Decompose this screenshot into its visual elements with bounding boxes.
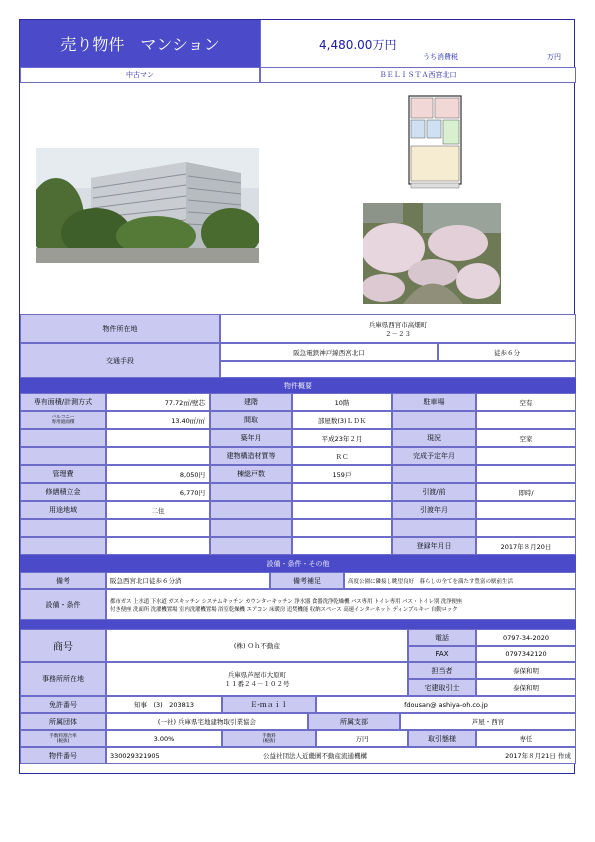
empty-label-r7c <box>392 519 476 537</box>
property-flyer <box>19 19 575 774</box>
empty-value-r8b <box>292 537 392 555</box>
zoning-label: 用途地域 <box>20 501 106 519</box>
fee-label: 手数料 (税抜) <box>222 730 316 747</box>
layout-value: 部屋数(3)ＬＤＫ <box>292 411 392 429</box>
remarks-supp-label: 備考補足 <box>270 572 344 589</box>
equipment-line-1: 都市ガス 上水道 下水道 ガスキッチン システムキッチン カウンターキッチン 浄水器 食器洗浄乾燥機 バス専用 トイレ専用 バス・トイレ別 洗浄便座 <box>110 598 463 605</box>
broker-value: 泰保和明 <box>476 679 576 696</box>
org-value: (一社) 兵庫県宅地建物取引業協会 <box>106 713 308 730</box>
balcony-value: 13.40㎡/㎡ <box>106 411 210 429</box>
mgmt-label: 管理費 <box>20 465 106 483</box>
category-banner <box>20 20 260 67</box>
mgmt-value: 8,050円 <box>106 465 210 483</box>
empty-label-r5b <box>210 483 292 501</box>
branch-value: 芦屋・西宮 <box>400 713 576 730</box>
area-label: 専有面積/計測方式 <box>20 393 106 411</box>
zoning-value: 二住 <box>106 501 210 519</box>
built-label: 築年月 <box>210 429 292 447</box>
location-value: 兵庫県西宮市高畑町 ２－２３ <box>220 314 576 343</box>
empty-value-r5b <box>292 483 392 501</box>
remarks-supp-value: 高度公園に隣接し眺望良好 暮らしの全てを満たす豊富の駅前生活 <box>344 572 576 589</box>
empty-value-r8a <box>106 537 210 555</box>
fee-rate-value: 3.00% <box>106 730 222 747</box>
email-value: fdousan@ ashiya-oh.co.jp <box>316 696 576 713</box>
tel-label: 電話 <box>408 629 476 646</box>
repair-label: 修繕積立金 <box>20 483 106 501</box>
tax-label: うち消費税 <box>423 53 458 61</box>
parking-value: 空有 <box>476 393 576 411</box>
fee-rate-label: 手数料割合率 (税抜) <box>20 730 106 747</box>
completion-value <box>476 447 576 465</box>
empty-value-r7c <box>476 519 576 537</box>
tax-unit: 万円 <box>547 53 561 61</box>
mode-label: 取引態様 <box>408 730 476 747</box>
trade-value: (株) Ｏｈ不動産 <box>106 629 408 662</box>
transport-label: 交通手段 <box>20 343 220 378</box>
status-label: 現況 <box>392 429 476 447</box>
equipment-line-2: 付き便座 洗面所 洗濯機置場 室内洗濯機置場 浴室乾燥機 エアコン 床暖房 追焚機能 収納スペース 高速インターネット ディンプルキー 自動ロック <box>110 606 458 613</box>
equipment-value <box>106 589 576 620</box>
built-value: 平成23年２月 <box>292 429 392 447</box>
registered-value: 2017年８月20日 <box>476 537 576 555</box>
photo-area <box>20 83 576 333</box>
empty-value-r1 <box>476 411 576 429</box>
layout-label: 間取 <box>210 411 292 429</box>
office-label: 事務所所在地 <box>20 662 106 696</box>
empty-value-r2a <box>106 429 210 447</box>
office-value: 兵庫県芦屋市大原町 １１番２４－１０２号 <box>106 662 408 696</box>
overview-title: 物件概要 <box>20 378 576 393</box>
company-band <box>20 620 576 629</box>
property-type: 中古マン <box>20 67 260 83</box>
empty-label-r8a <box>20 537 106 555</box>
empty-value-r7a <box>106 519 210 537</box>
license-value: 知事 (3) 203813 <box>106 696 222 713</box>
transport-line: 阪急電鉄神戸線西宮北口 <box>220 343 438 361</box>
equipment-label: 設備・条件 <box>20 589 106 620</box>
floor-value: 10階 <box>292 393 392 411</box>
trade-label: 商号 <box>20 629 106 662</box>
transport-walk: 徒歩６分 <box>438 343 576 361</box>
units-label: 棟総戸数 <box>210 465 292 483</box>
price-value: 4,480.00万円 <box>319 38 397 52</box>
property-name: ＢＥＬＩＳＴＡ西宮北口 <box>260 67 576 83</box>
empty-label-r7a <box>20 519 106 537</box>
issuer: 公益社団法人近畿圏不動産流通機構 <box>222 747 408 764</box>
fax-value: 0797342120 <box>476 646 576 662</box>
price-box <box>260 20 576 67</box>
facilities-title: 設備・条件・その他 <box>20 555 576 572</box>
structure-value: ＲＣ <box>292 447 392 465</box>
balcony-label: バルコニー 専用庭面積 <box>20 411 106 429</box>
person-label: 担当者 <box>408 662 476 679</box>
location-label: 物件所在地 <box>20 314 220 343</box>
area-value: 77.72㎡/壁芯 <box>106 393 210 411</box>
floor-plan-image <box>403 91 467 191</box>
empty-value-r4 <box>476 465 576 483</box>
created-date: 2017年８月21日 作成 <box>408 747 576 764</box>
empty-label-r4 <box>392 465 476 483</box>
broker-label: 宅建取引士 <box>408 679 476 696</box>
number-value: 330029321905 <box>106 747 222 764</box>
units-value: 159戸 <box>292 465 392 483</box>
empty-label-r7b <box>210 519 292 537</box>
status-value: 空家 <box>476 429 576 447</box>
empty-label-r6b <box>210 501 292 519</box>
number-label: 物件番号 <box>20 747 106 764</box>
mode-value: 専任 <box>476 730 576 747</box>
floor-label: 建階 <box>210 393 292 411</box>
fax-label: FAX <box>408 646 476 662</box>
repair-value: 6,770円 <box>106 483 210 501</box>
empty-label-r3a <box>20 447 106 465</box>
building-photo <box>36 148 259 263</box>
handover-label: 引渡/前 <box>392 483 476 501</box>
handover-value: 即時/ <box>476 483 576 501</box>
tel-value: 0797-34-2020 <box>476 629 576 646</box>
remarks-label: 備考 <box>20 572 106 589</box>
handover-date-label: 引渡年月 <box>392 501 476 519</box>
parking-label: 駐車場 <box>392 393 476 411</box>
empty-value-r7b <box>292 519 392 537</box>
remarks-value: 阪急西宮北口徒歩６分済 <box>106 572 270 589</box>
person-value: 泰保和明 <box>476 662 576 679</box>
org-label: 所属団体 <box>20 713 106 730</box>
handover-date-value <box>476 501 576 519</box>
email-label: Ｅ-ｍａｉｌ <box>222 696 316 713</box>
license-label: 免許番号 <box>20 696 106 713</box>
category-title: 売り物件 マンション <box>60 35 220 54</box>
fee-value: 万円 <box>316 730 408 747</box>
garden-photo <box>363 203 501 304</box>
completion-label: 完成予定年月 <box>392 447 476 465</box>
registered-label: 登録年月日 <box>392 537 476 555</box>
empty-label-r1 <box>392 411 476 429</box>
empty-value-r3a <box>106 447 210 465</box>
branch-label: 所属支部 <box>308 713 400 730</box>
empty-label-r8b <box>210 537 292 555</box>
empty-value-r6b <box>292 501 392 519</box>
structure-label: 建物構造材質等 <box>210 447 292 465</box>
transport-line-2 <box>220 361 576 378</box>
empty-label-r2a <box>20 429 106 447</box>
